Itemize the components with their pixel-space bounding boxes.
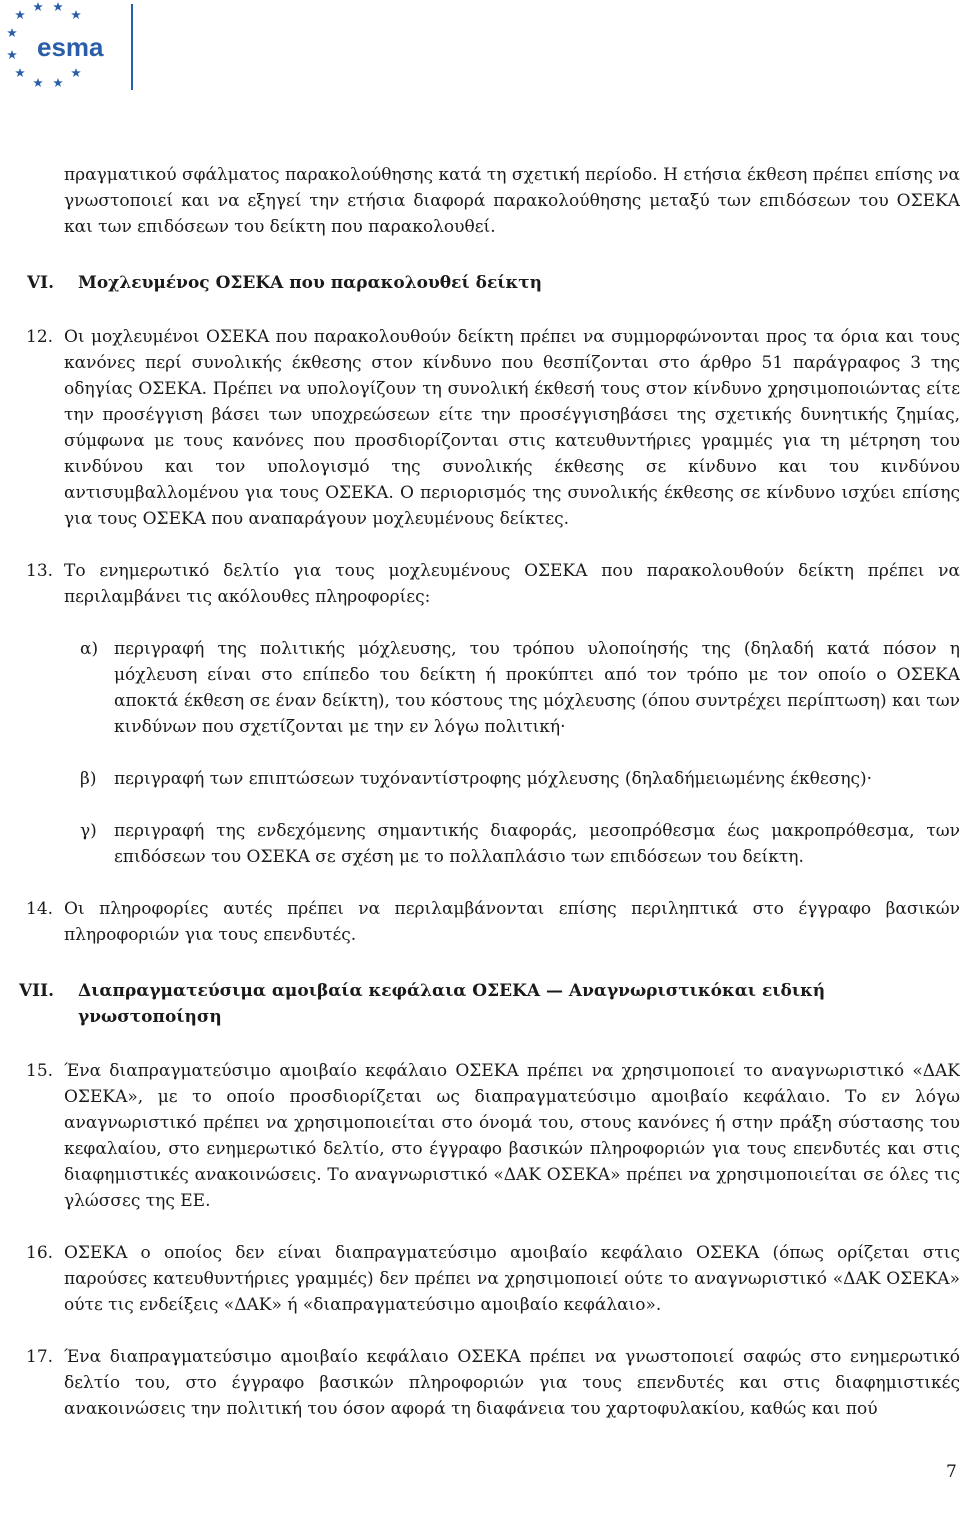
list-item-b xyxy=(64,766,960,792)
list-item-label: γ) xyxy=(80,821,97,841)
list-item-text: περιγραφή της πολιτικής μόχλευσης, του τρόπου υλοποίησής της (δηλαδή κατά πόσον η μόχλευση είναι στο επίπεδο του δείκτη ή προκύπτει από τον τρόπο με τον οποίο ο ΟΣΕΚΑ αποκτά έκθεση σε έναν δείκτη), του κόστους της μόχλευσης (όπου συντρέχει περίπτωση) και των κινδύνων που σχετίζονται με την εν λόγω πολιτική· xyxy=(114,639,960,737)
list-item-text: περιγραφή της ενδεχόμενης σημαντικής διαφοράς, μεσοπρόθεσμα έως μακροπρόθεσμα, των επιδόσεων του ΟΣΕΚΑ σε σχέση με το πολλαπλάσιο των επιδόσεων του δείκτη. xyxy=(114,821,960,867)
paragraph-number: 15. xyxy=(26,1061,54,1081)
paragraph-17 xyxy=(26,1344,960,1422)
section-title: Μοχλευμένος ΟΣΕΚΑ που παρακολουθεί δείκτη xyxy=(78,273,543,293)
list-item-a xyxy=(64,636,960,740)
paragraph-text: Οι πληροφορίες αυτές πρέπει να περιλαμβάνονται επίσης περιληπτικά στο έγγραφο βασικών πληροφοριών για τους επενδυτές. xyxy=(64,899,960,945)
paragraph-15 xyxy=(26,1058,960,1214)
paragraph-13 xyxy=(26,558,960,610)
paragraph-number: 16. xyxy=(26,1243,54,1263)
section-heading-vi xyxy=(26,270,960,296)
paragraph-14 xyxy=(26,896,960,948)
esma-logo-graphic xyxy=(0,0,136,96)
paragraph-16 xyxy=(26,1240,960,1318)
section-number: VII. xyxy=(18,981,54,1001)
paragraph-text: Το ενημερωτικό δελτίο για τους μοχλευμένους ΟΣΕΚΑ που παρακολουθούν δείκτη πρέπει να περιλαμβάνει τις ακόλουθες πληροφορίες: xyxy=(64,561,960,607)
page-number: 7 xyxy=(946,1462,957,1482)
paragraph-number: 17. xyxy=(26,1347,54,1367)
section-title: Διαπραγματεύσιμα αμοιβαία κεφάλαια ΟΣΕΚΑ — Αναγνωριστικόκαι ειδική γνωστοποίηση xyxy=(78,981,826,1027)
paragraph-text: Ένα διαπραγματεύσιμο αμοιβαίο κεφάλαιο ΟΣΕΚΑ πρέπει να γνωστοποιεί σαφώς στο ενημερωτικό δελτίο του, στο έγγραφο βασικών πληροφοριών για τους επενδυτές και στις διαφημιστικές ανακοινώσεις την πολιτική του όσον αφορά τη διαφάνεια του χαρτοφυλακίου, καθώς και πού xyxy=(64,1347,960,1419)
esma-wordmark: esma xyxy=(37,32,104,62)
paragraph-text: Οι μοχλευμένοι ΟΣΕΚΑ που παρακολουθούν δείκτη πρέπει να συμμορφώνονται προς τα όρια και τους κανόνες περί συνολικής έκθεσης στον κίνδυνο που θεσπίζονται στο άρθρο 51 παράγραφος 3 της οδηγίας ΟΣΕΚΑ. Πρέπει να υπολογίζουν τη συνολική έκθεσή τους στον κίνδυνο χρησιμοποιώντας είτε την προσέγγιση βάσει των υποχρεώσεων είτε την προσέγγισηβάσει της σχετικής δυνητικής ζημίας, σύμφωνα με τους κανόνες που προσδιορίζονται στις κατευθυντήριες γραμμές για τη μέτρηση του κινδύνου και τον υπολογισμό της συνολικής έκθεσης σε κίνδυνο και του κινδύνου αντισυμβαλλομένου για τους ΟΣΕΚΑ. Ο περιορισμός της συνολικής έκθεσης σε κίνδυνο ισχύει επίσης για τους ΟΣΕΚΑ που αναπαράγουν μοχλευμένους δείκτες. xyxy=(64,327,960,529)
paragraph-number: 13. xyxy=(26,561,54,581)
list-item-text: περιγραφή των επιπτώσεων τυχόναντίστροφης μόχλευσης (δηλαδήμειωμένης έκθεσης)· xyxy=(114,769,873,789)
esma-logo xyxy=(0,0,136,96)
paragraph-number: 14. xyxy=(26,899,54,919)
section-number: VI. xyxy=(26,273,54,293)
paragraph-number: 12. xyxy=(26,327,54,347)
paragraph-text: Ένα διαπραγματεύσιμο αμοιβαίο κεφάλαιο ΟΣΕΚΑ πρέπει να χρησιμοποιεί το αναγνωριστικό «ΔΑΚ ΟΣΕΚΑ», με το οποίο προσδιορίζεται ως διαπραγματεύσιμο αμοιβαίο κεφάλαιο. Το εν λόγω αναγνωριστικό πρέπει να χρησιμοποιείται στο όνομά του, στους κανόνες ή στην πράξη σύστασης του κεφαλαίου, στο ενημερωτικό δελτίο, στο έγγραφο βασικών πληροφοριών για τους επενδυτές και στις διαφημιστικές ανακοινώσεις. Το αναγνωριστικό «ΔΑΚ ΟΣΕΚΑ» πρέπει να χρησιμοποιείται σε όλες τις γλώσσες της ΕΕ. xyxy=(64,1061,960,1211)
list-item-c xyxy=(64,818,960,870)
document-body xyxy=(18,162,960,1422)
paragraph-continuation: πραγματικού σφάλματος παρακολούθησης κατά τη σχετική περίοδο. Η ετήσια έκθεση πρέπει επίσης να γνωστοποιεί και να εξηγεί την ετήσια διαφορά παρακολούθησης μεταξύ των επιδόσεων του ΟΣΕΚΑ και των επιδόσεων του δείκτη που παρακολουθεί. xyxy=(64,165,960,237)
paragraph-12 xyxy=(26,324,960,532)
paragraph-text: ΟΣΕΚΑ ο οποίος δεν είναι διαπραγματεύσιμο αμοιβαίο κεφάλαιο ΟΣΕΚΑ (όπως ορίζεται στις παρούσες κατευθυντήριες γραμμές) δεν πρέπει να χρησιμοποιεί ούτε το αναγνωριστικό «ΔΑΚ ΟΣΕΚΑ» ούτε τις ενδείξεις «ΔΑΚ» ή «διαπραγματεύσιμο αμοιβαίο κεφάλαιο». xyxy=(64,1243,960,1315)
list-item-label: α) xyxy=(80,639,99,659)
section-heading-vii xyxy=(18,978,960,1030)
list-item-label: β) xyxy=(80,769,97,789)
